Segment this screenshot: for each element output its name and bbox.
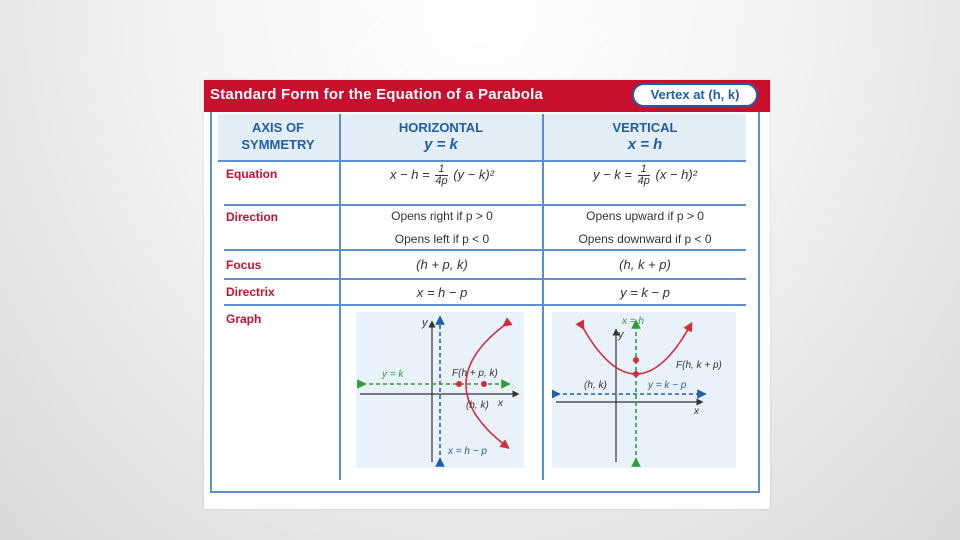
equation-v-den: 4p bbox=[637, 175, 650, 187]
focus-vertical: (h, k + p) bbox=[619, 257, 671, 272]
equation-horizontal bbox=[344, 164, 540, 187]
table-header-row bbox=[218, 114, 746, 162]
equation-h-den: 4p bbox=[435, 175, 448, 187]
equation-v-num: 1 bbox=[638, 164, 650, 176]
horizontal-parabola-graph bbox=[356, 312, 524, 468]
card-title: Standard Form for the Equation of a Parabola bbox=[210, 86, 543, 103]
row-divider bbox=[224, 249, 746, 251]
header-axis-line2: SYMMETRY bbox=[241, 137, 315, 152]
v-focus-label: F(h, k + p) bbox=[676, 360, 722, 371]
equation-v-right: (x − h)² bbox=[655, 166, 698, 182]
column-divider bbox=[339, 114, 341, 480]
direction-h-line2: Opens left if p < 0 bbox=[394, 232, 490, 246]
vertex-pill: Vertex at (h, k) bbox=[632, 83, 758, 107]
row-label-directrix: Directrix bbox=[226, 285, 275, 299]
focus-horizontal: (h + p, k) bbox=[416, 257, 468, 272]
h-y-axis-label: y bbox=[422, 317, 428, 329]
equation-v-left: y − k = bbox=[592, 166, 632, 182]
column-divider bbox=[542, 114, 544, 480]
direction-h-line1: Opens right if p > 0 bbox=[391, 209, 493, 223]
vertical-parabola-graph bbox=[552, 312, 736, 468]
header-vertical-eq: x = h bbox=[627, 136, 663, 153]
equation-vertical bbox=[546, 164, 744, 187]
equation-h-right: (y − k)² bbox=[453, 166, 495, 182]
vertical-graph-svg bbox=[552, 312, 736, 468]
h-focus-point bbox=[481, 381, 487, 387]
row-divider bbox=[224, 304, 746, 306]
header-horizontal-label: HORIZONTAL bbox=[398, 120, 484, 135]
h-vertex-point bbox=[456, 381, 462, 387]
header-vertical-label: VERTICAL bbox=[612, 120, 678, 135]
header-horizontal bbox=[340, 114, 542, 160]
v-y-axis-label: y bbox=[618, 329, 624, 341]
row-label-focus: Focus bbox=[226, 258, 262, 272]
horizontal-graph-svg bbox=[356, 312, 524, 468]
direction-v-line2: Opens downward if p < 0 bbox=[578, 232, 712, 246]
equation-h-left: x − h = bbox=[389, 166, 430, 182]
row-divider bbox=[224, 278, 746, 280]
v-x-axis-label: x bbox=[694, 406, 699, 417]
direction-v-line1: Opens upward if p > 0 bbox=[586, 209, 704, 223]
row-label-equation: Equation bbox=[226, 167, 278, 181]
row-label-direction: Direction bbox=[226, 210, 279, 224]
parabola-card bbox=[204, 80, 770, 509]
h-x-axis-label: x bbox=[498, 398, 503, 409]
header-vertical bbox=[544, 114, 746, 160]
h-vertex-label: (h, k) bbox=[466, 400, 489, 411]
h-focus-label: F(h + p, k) bbox=[452, 368, 498, 379]
row-label-graph: Graph bbox=[226, 312, 262, 326]
row-divider bbox=[224, 204, 746, 206]
v-vertex-point bbox=[633, 371, 639, 377]
v-directrix-label: y = k − p bbox=[648, 380, 687, 391]
h-axis-label: y = k bbox=[382, 369, 404, 380]
header-axis-of-symmetry bbox=[218, 114, 338, 160]
equation-h-num: 1 bbox=[435, 164, 447, 176]
header-horizontal-eq: y = k bbox=[424, 136, 458, 153]
directrix-vertical: y = k − p bbox=[620, 285, 670, 300]
header-axis-line1: AXIS OF bbox=[251, 120, 304, 135]
v-vertex-label: (h, k) bbox=[584, 380, 607, 391]
title-bar bbox=[204, 80, 770, 112]
h-directrix-label: x = h − p bbox=[448, 446, 487, 457]
v-axis-label: x = h bbox=[622, 316, 644, 327]
v-focus-point bbox=[633, 357, 639, 363]
equation-h-fraction bbox=[435, 164, 447, 187]
equation-v-fraction bbox=[638, 164, 650, 187]
directrix-horizontal: x = h − p bbox=[416, 285, 468, 300]
